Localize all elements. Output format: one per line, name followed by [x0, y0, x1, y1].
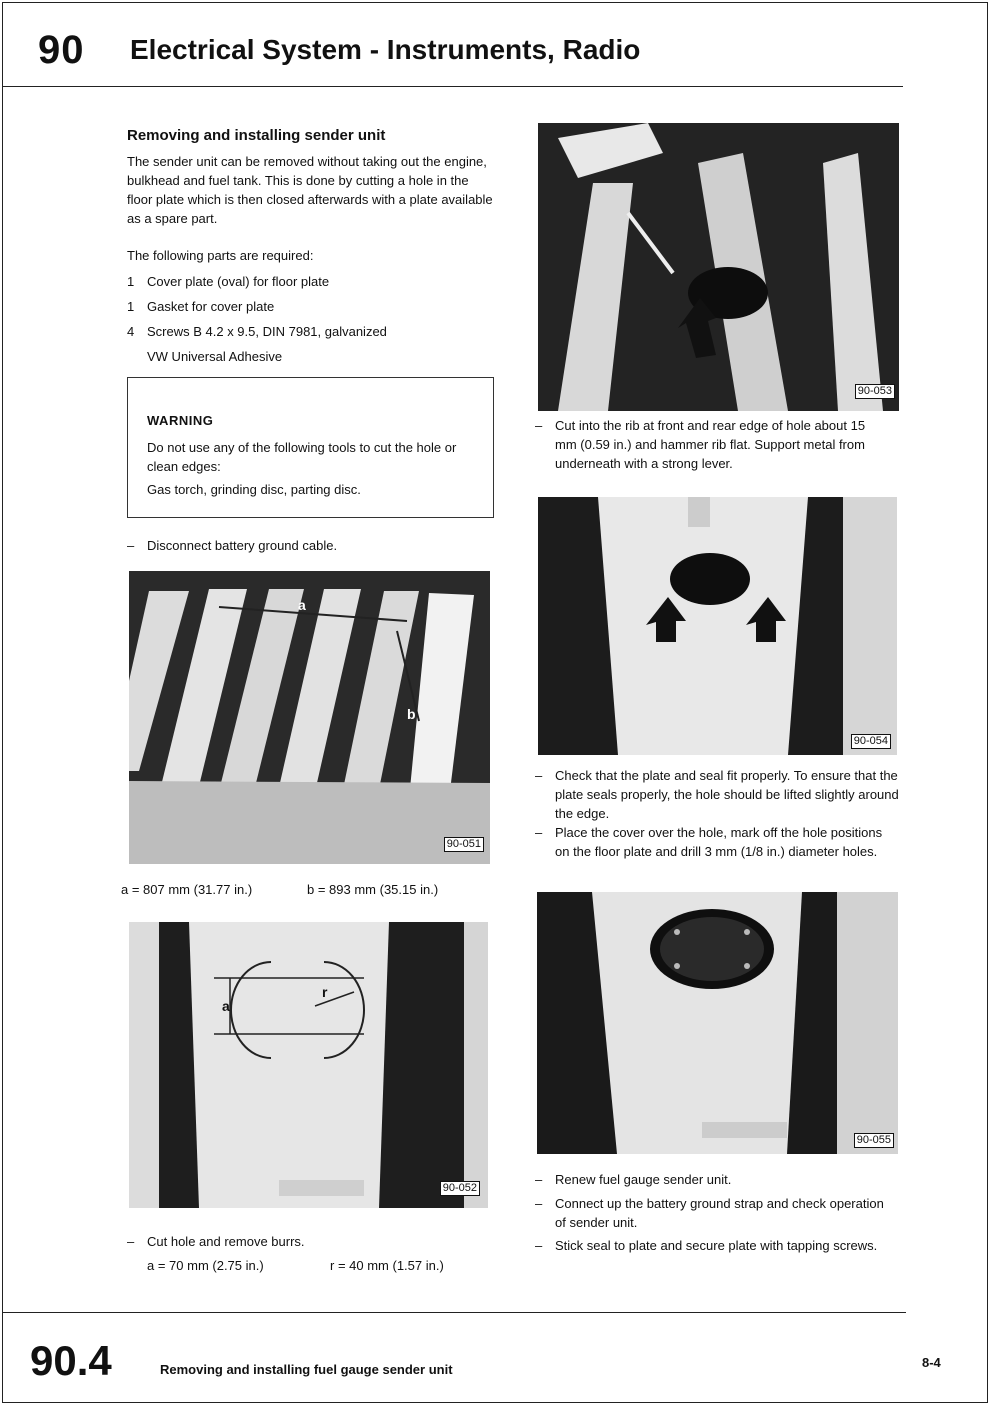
figure-number: 90-053 [855, 384, 895, 399]
warning-tools: Gas torch, grinding disc, parting disc. [147, 482, 361, 497]
step-text: Place the cover over the hole, mark off the hole positions on the floor plate and drill 3 mm (1/8 in.) diameter holes. [555, 825, 883, 859]
step-place-cover [535, 823, 890, 861]
page-code: 8-4 [922, 1355, 941, 1370]
dash-bullet: – [535, 1196, 543, 1211]
header-rule [3, 86, 903, 87]
dash-bullet: – [127, 538, 135, 553]
step-text: Cut into the rib at front and rear edge of hole about 15 mm (0.59 in.) and hammer rib flat. Support metal from underneath with a strong lever. [555, 418, 866, 471]
dimension-a-051: a = 807 mm (31.77 in.) [121, 882, 253, 897]
step-disconnect [127, 536, 497, 555]
part-description: VW Universal Adhesive [147, 349, 283, 364]
step-cut-hole [127, 1232, 487, 1251]
dimension-r-052: r = 40 mm (1.57 in.) [330, 1258, 444, 1273]
dimension-marker-a: a [222, 998, 230, 1014]
dimension-b-051: b = 893 mm (35.15 in.) [307, 882, 439, 897]
dash-bullet: – [535, 1238, 543, 1253]
dash-bullet: – [535, 825, 543, 840]
chapter-title: Electrical System - Instruments, Radio [130, 34, 641, 65]
step-renew [535, 1170, 895, 1189]
step-stick-seal [535, 1236, 895, 1255]
dimension-a-052: a = 70 mm (2.75 in.) [147, 1258, 264, 1273]
figure-number: 90-052 [440, 1181, 480, 1196]
step-text: Connect up the battery ground strap and check operation of sender unit. [555, 1196, 884, 1230]
chapter-number: 90 [38, 28, 85, 72]
step-text: Renew fuel gauge sender unit. [555, 1172, 732, 1187]
dimension-marker-a: a [298, 597, 306, 613]
footer-rule [3, 1312, 906, 1313]
warning-heading: WARNING [147, 413, 214, 428]
part-description: Gasket for cover plate [147, 299, 275, 314]
hole-template-illustration [129, 922, 488, 1208]
cutting-rib-illustration [538, 123, 899, 411]
dash-bullet: – [535, 418, 543, 433]
section-title: Removing and installing sender unit [127, 127, 386, 144]
footer-title: Removing and installing fuel gauge sender unit [160, 1362, 453, 1377]
step-check-fit [535, 766, 910, 823]
dash-bullet: – [535, 768, 543, 783]
intro-paragraph: The sender unit can be removed without taking out the engine, bulkhead and fuel tank. This is done by cutting a hole in the floor plate which is then closed afterwards with a plate available as a spare part. [127, 154, 493, 226]
part-description: Cover plate (oval) for floor plate [147, 274, 330, 289]
dash-bullet: – [127, 1234, 135, 1249]
dimension-marker-r: r [322, 984, 328, 1000]
dash-bullet: – [535, 1172, 543, 1187]
step-connect [535, 1194, 895, 1232]
photo-hole-template [129, 922, 488, 1208]
page-number: 90.4 [30, 1337, 112, 1384]
photo-floor-plate-ribs [129, 571, 490, 864]
part-quantity: 1 [127, 299, 135, 314]
figure-number: 90-055 [854, 1133, 894, 1148]
part-quantity: 4 [127, 324, 135, 339]
dimension-marker-b: b [407, 706, 416, 722]
hole-check-illustration [538, 497, 897, 755]
step-text: Cut hole and remove burrs. [147, 1234, 305, 1249]
warning-box [127, 377, 494, 518]
photo-cover-plate [537, 892, 898, 1154]
photo-cutting-rib [538, 123, 899, 411]
step-text: Check that the plate and seal fit properly. To ensure that the plate seals properly, the hole should be lifted slightly around the edge. [555, 768, 899, 821]
step-cut-rib [535, 416, 885, 473]
part-quantity: 1 [127, 274, 135, 289]
required-parts-intro: The following parts are required: [127, 248, 314, 263]
warning-body: Do not use any of the following tools to cut the hole or clean edges: [147, 440, 457, 474]
floor-ribs-illustration [129, 571, 490, 864]
figure-number: 90-051 [444, 837, 484, 852]
photo-hole-check [538, 497, 897, 755]
step-text: Stick seal to plate and secure plate with tapping screws. [555, 1238, 878, 1253]
cover-plate-illustration [537, 892, 898, 1154]
part-description: Screws B 4.2 x 9.5, DIN 7981, galvanized [147, 324, 387, 339]
step-text: Disconnect battery ground cable. [147, 538, 338, 553]
figure-number: 90-054 [851, 734, 891, 749]
